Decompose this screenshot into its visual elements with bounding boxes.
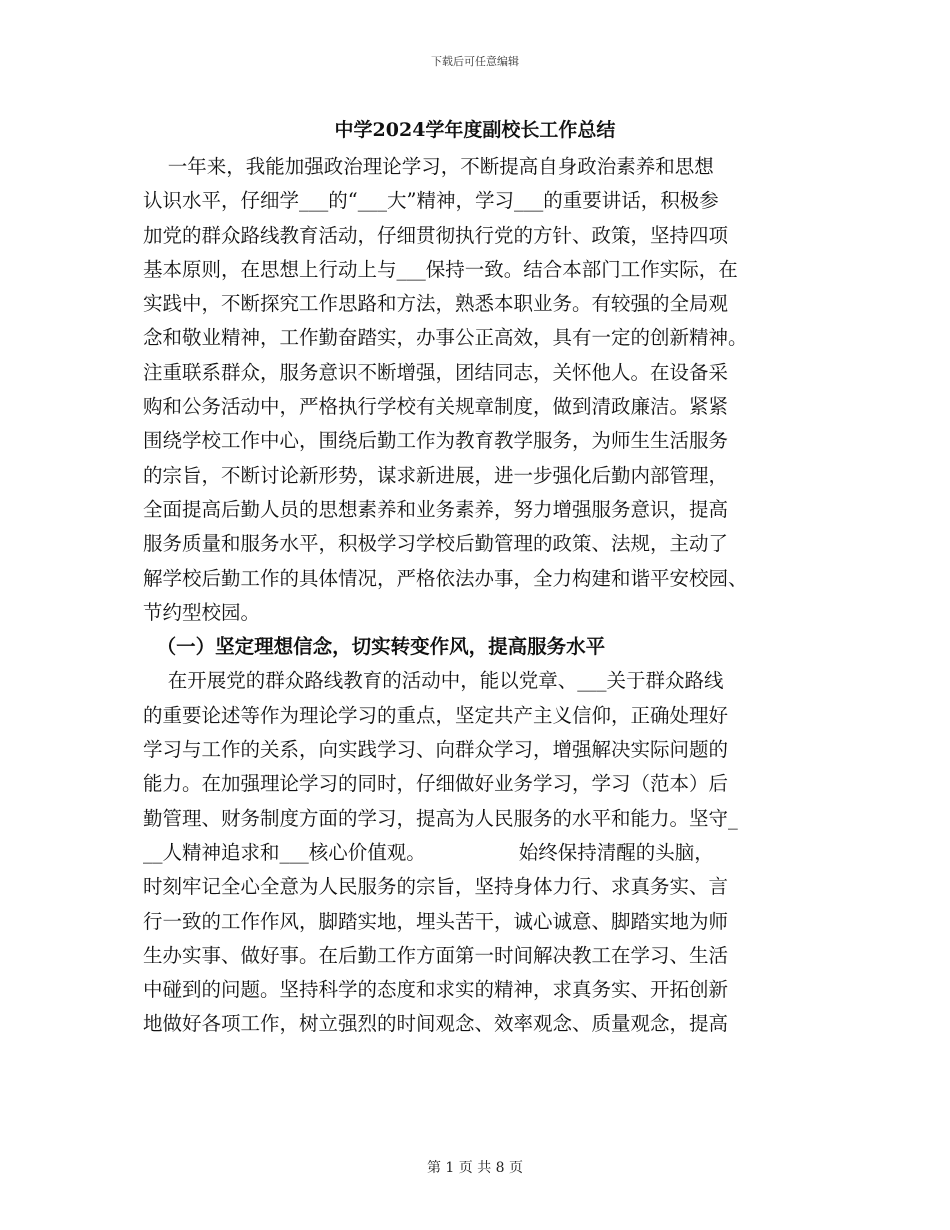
text-line: 围绕学校工作中心，围绕后勤工作为教育教学服务，为师生生活服务 xyxy=(143,429,729,453)
text-line: 节约型校园。 xyxy=(143,600,261,624)
text-line: 购和公务活动中，严格执行学校有关规章制度，做到清政廉洁。紧紧 xyxy=(143,395,729,419)
text-line: 念和敬业精神，工作勤奋踏实，办事公正高效，具有一定的创新精神。 xyxy=(143,326,748,350)
text-line: 地做好各项工作，树立强烈的时间观念、效率观念、质量观念，提高 xyxy=(143,1012,729,1036)
text-line: 行一致的工作作风，脚踏实地，埋头苦干，诚心诚意、脚踏实地为师 xyxy=(143,909,729,933)
text-line: __人精神追求和___核心价值观。 始终保持清醒的头脑， xyxy=(143,840,714,864)
text-line: 加党的群众路线教育活动，仔细贯彻执行党的方针、政策，坚持四项 xyxy=(143,223,729,247)
text-line: 学习与工作的关系，向实践学习、向群众学习，增强解决实际问题的 xyxy=(143,738,729,762)
page-header-note: 下载后可任意编辑 xyxy=(431,55,519,68)
text-line: 认识水平，仔细学___的“___大”精神，学习___的重要讲话，积极参 xyxy=(143,189,719,213)
text-line: 勤管理、财务制度方面的学习，提高为人民服务的水平和能力。坚守_ xyxy=(143,806,738,830)
document-title: 中学2024学年度副校长工作总结 xyxy=(334,119,616,141)
text-line: 时刻牢记全心全意为人民服务的宗旨，坚持身体力行、求真务实、言 xyxy=(143,875,729,899)
text-line: 的宗旨，不断讨论新形势，谋求新进展，进一步强化后勤内部管理， xyxy=(143,463,729,487)
page-indicator: 第 1 页 共 8 页 xyxy=(426,1160,524,1176)
text-line: 服务质量和服务水平，积极学习学校后勤管理的政策、法规，主动了 xyxy=(143,532,729,556)
text-line: 解学校后勤工作的具体情况，严格依法办事，全力构建和谐平安校园、 xyxy=(143,566,748,590)
section-heading: （一）坚定理想信念，切实转变作风，提高服务水平 xyxy=(143,635,606,659)
text-line: 的重要论述等作为理论学习的重点，坚定共产主义信仰，正确处理好 xyxy=(143,703,729,727)
text-line: 注重联系群众，服务意识不断增强，团结同志，关怀他人。在设备采 xyxy=(143,360,729,384)
text-line: 全面提高后勤人员的思想素养和业务素养，努力增强服务意识，提高 xyxy=(143,497,729,521)
text-line: 基本原则，在思想上行动上与___保持一致。结合本部门工作实际，在 xyxy=(143,257,738,281)
text-line: 能力。在加强理论学习的同时，仔细做好业务学习，学习（范本）后 xyxy=(143,772,729,796)
text-line: 一年来，我能加强政治理论学习，不断提高自身政治素养和思想 xyxy=(143,155,714,178)
text-line: 实践中，不断探究工作思路和方法，熟悉本职业务。有较强的全局观 xyxy=(143,292,729,316)
text-line: 中碰到的问题。坚持科学的态度和求实的精神，求真务实、开拓创新 xyxy=(143,978,729,1002)
text-line: 生办实事、做好事。在后勤工作方面第一时间解决教工在学习、生活 xyxy=(143,943,729,967)
text-line: 在开展党的群众路线教育的活动中，能以党章、___关于群众路线 xyxy=(143,669,724,693)
intro-paragraph xyxy=(143,150,813,1042)
